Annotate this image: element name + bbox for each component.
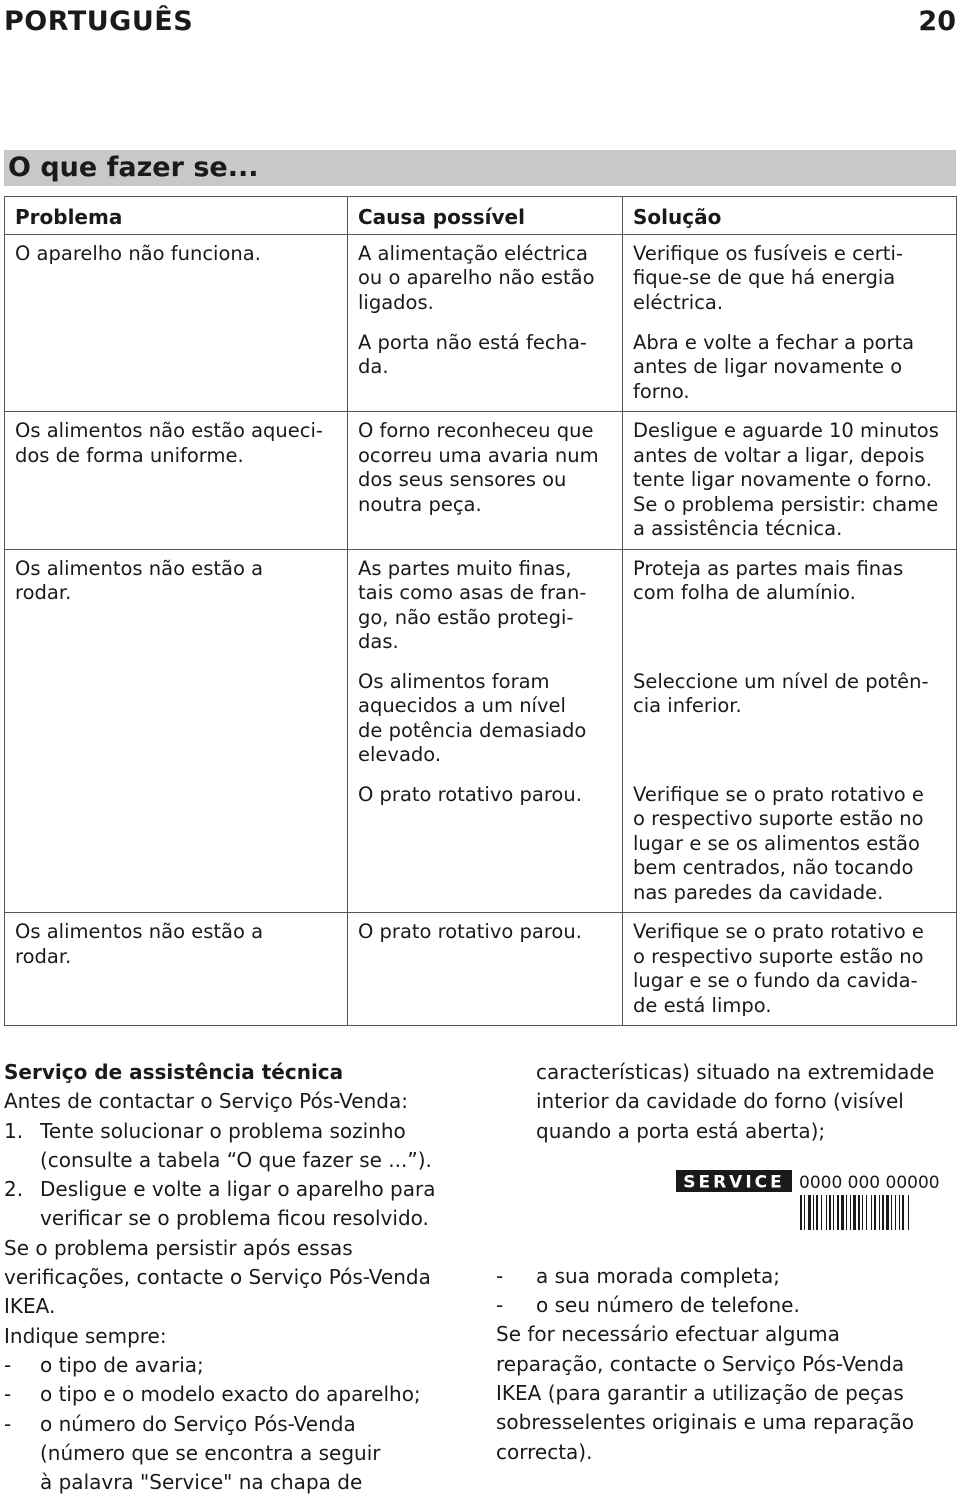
- list-marker: -: [4, 1382, 12, 1407]
- list-item: [4, 1351, 474, 1380]
- problem-cell: Os alimentos não estão a rodar.: [5, 549, 348, 913]
- table-header-row: [5, 197, 957, 235]
- list-text: a sua morada completa;: [536, 1263, 780, 1288]
- list-text: o seu número de telefone.: [536, 1293, 800, 1318]
- service-intro: Antes de contactar o Serviço Pós-Venda:: [4, 1089, 408, 1114]
- problem-cell: O aparelho não funciona.: [5, 234, 348, 412]
- table-row: [5, 549, 957, 913]
- barcode-icon: [800, 1195, 909, 1230]
- solution-text: Verifique os fusíveis e certi- fique-se de que há energia eléctrica.: [633, 241, 903, 314]
- service-label-word: SERVICE: [683, 1172, 785, 1193]
- solution-cell: [623, 549, 957, 913]
- list-item: [496, 1291, 956, 1320]
- cause-cell: O forno reconheceu que ocorreu uma avaria num dos seus sensores ou noutra peça.: [348, 412, 623, 550]
- table-row: [5, 913, 957, 1026]
- list-item: [4, 1117, 474, 1176]
- list-item: [496, 1262, 956, 1291]
- solution-text: Proteja as partes mais finas com folha de alumínio.: [633, 556, 904, 604]
- solution-cell: Verifique se o prato rotativo e o respectivo suporte estão no lugar e se o fundo da cavida- de está limpo.: [623, 913, 957, 1026]
- list-text: o número do Serviço Pós-Venda (número que se encontra a seguir à palavra "Service" na chapa de: [40, 1411, 381, 1495]
- cause-text: A porta não está fecha- da.: [358, 330, 587, 378]
- solution-cell: [623, 234, 957, 412]
- troubleshooting-table: [4, 196, 957, 1026]
- cause-text: A alimentação eléctrica ou o aparelho não estão ligados.: [358, 241, 595, 314]
- cause-cell: [348, 549, 623, 913]
- list-item: [4, 1175, 474, 1234]
- list-text: o tipo de avaria;: [40, 1352, 204, 1377]
- solution-text: Verifique se o prato rotativo e o respectivo suporte estão no lugar e se os alimentos estão bem centrados, não tocando nas paredes da cavidade.: [633, 782, 924, 904]
- list-marker: -: [496, 1293, 504, 1318]
- list-marker: -: [496, 1263, 504, 1288]
- language-heading: PORTUGUÊS: [4, 6, 194, 37]
- list-marker: -: [4, 1352, 12, 1377]
- header-problem: Problema: [5, 197, 348, 235]
- problem-cell: Os alimentos não estão a rodar.: [5, 913, 348, 1026]
- service-column-right: [496, 1058, 956, 1467]
- always-label: Indique sempre:: [4, 1323, 167, 1348]
- solution-text: Abra e volte a fechar a porta antes de ligar novamente o forno.: [633, 330, 915, 403]
- list-text: Desligue e volte a ligar o aparelho para verificar se o problema ficou resolvido.: [40, 1177, 436, 1231]
- table-row: [5, 234, 957, 412]
- service-label-barcode: [676, 1168, 940, 1232]
- cause-text: As partes muito finas, tais como asas de fran- go, não estão protegi- das.: [358, 556, 587, 653]
- list-text: Tente solucionar o problema sozinho (consulte a tabela “O que fazer se ...”).: [40, 1118, 432, 1172]
- section-title: O que fazer se...: [8, 152, 259, 183]
- service-label-number: 0000 000 00000: [799, 1173, 940, 1193]
- cause-cell: [348, 234, 623, 412]
- list-item: [4, 1410, 474, 1497]
- page-number: 20: [918, 6, 956, 37]
- section-title-bar: [4, 150, 956, 186]
- service-column-left: [4, 1058, 474, 1497]
- persist-paragraph: Se o problema persistir após essas verificações, contacte o Serviço Pós-Venda IKEA.: [4, 1235, 431, 1319]
- continued-text: características) situado na extremidade interior da cavidade do forno (visível quando a porta está aberta);: [536, 1060, 935, 1143]
- page-header: [4, 2, 956, 42]
- list-text: o tipo e o modelo exacto do aparelho;: [40, 1382, 421, 1407]
- cause-text: Os alimentos foram aquecidos a um nível de potência demasiado elevado.: [358, 669, 587, 766]
- problem-cell: Os alimentos não estão aqueci- dos de forma uniforme.: [5, 412, 348, 550]
- cause-text: O prato rotativo parou.: [358, 782, 582, 806]
- list-marker: -: [4, 1411, 12, 1436]
- list-marker: 1.: [4, 1118, 24, 1143]
- header-solution: Solução: [623, 197, 957, 235]
- solution-cell: Desligue e aguarde 10 minutos antes de voltar a ligar, depois tente ligar novamente o forno. Se o problema persistir: chame a assistência técnica.: [623, 412, 957, 550]
- solution-text: Seleccione um nível de potên- cia inferior.: [633, 669, 929, 717]
- service-title: Serviço de assistência técnica: [4, 1060, 344, 1084]
- list-item: [4, 1380, 474, 1409]
- table-row: [5, 412, 957, 550]
- header-cause: Causa possível: [348, 197, 623, 235]
- cause-cell: O prato rotativo parou.: [348, 913, 623, 1026]
- list-marker: 2.: [4, 1177, 24, 1202]
- closing-paragraph: Se for necessário efectuar alguma reparação, contacte o Serviço Pós-Venda IKEA (para garantir a utilização de peças sobresselentes originais e uma reparação correcta).: [496, 1322, 915, 1464]
